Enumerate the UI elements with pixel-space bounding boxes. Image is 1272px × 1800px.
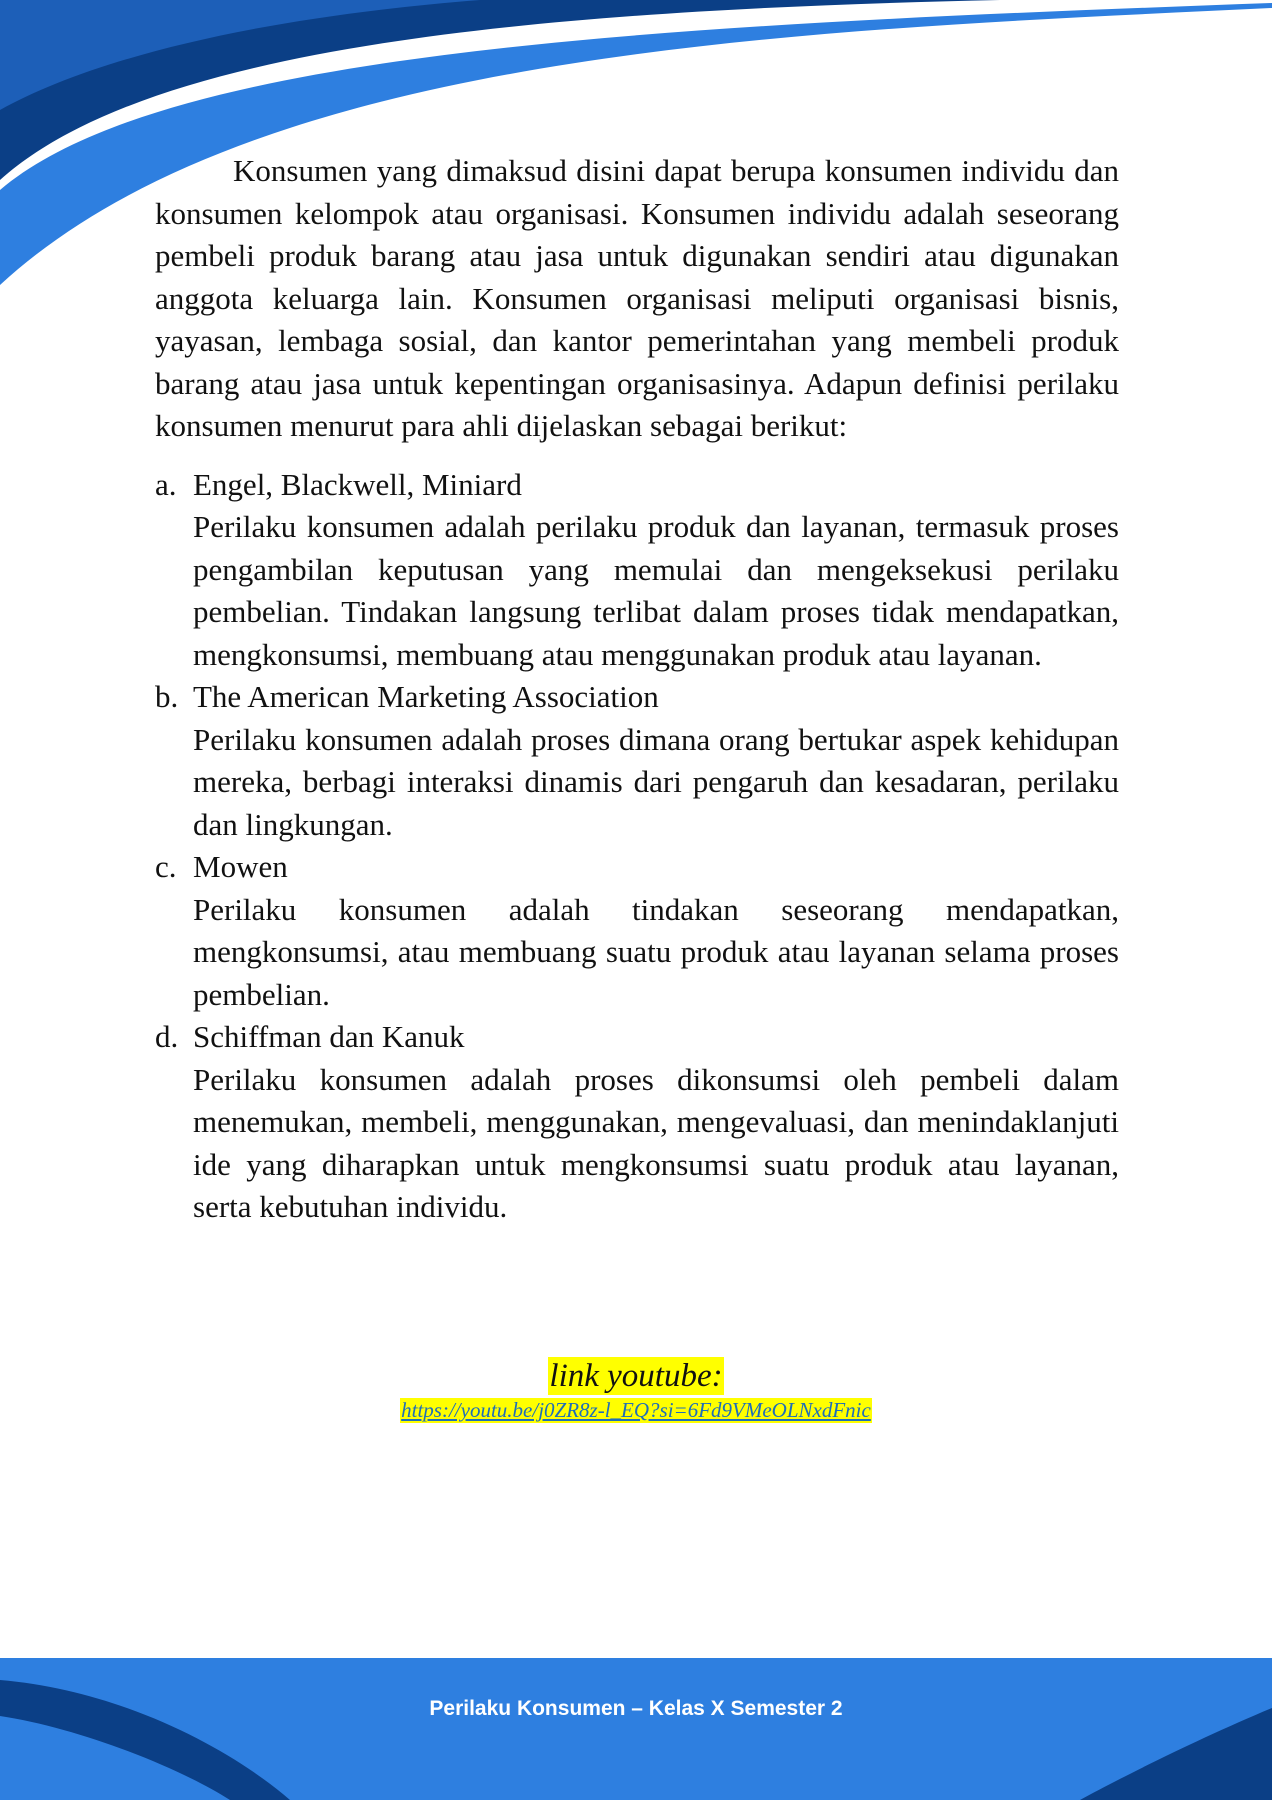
definition-item [155, 676, 1119, 846]
definition-item [155, 1016, 1119, 1229]
definition-text: Perilaku konsumen adalah proses dimana orang bertukar aspek kehidupan mereka, berbagi interaksi dinamis dari pengaruh dan kesadaran, perilaku dan lingkungan. [193, 721, 1119, 842]
youtube-link-block [0, 1357, 1272, 1423]
youtube-label: link youtube: [549, 1358, 723, 1394]
definition-marker: c. [155, 849, 177, 884]
youtube-link[interactable]: https://youtu.be/j0ZR8z-l_EQ?si=6Fd9VMeOLNxdFnic [401, 1398, 871, 1422]
definition-title: Mowen [193, 849, 288, 884]
definition-item [155, 846, 1119, 1016]
definition-text: Perilaku konsumen adalah perilaku produk dan layanan, termasuk proses pengambilan keputusan yang memulai dan mengeksekusi perilaku pembelian. Tindakan langsung terlibat dalam proses tidak mendapatkan, mengkonsumsi, membuang atau menggunakan produk atau layanan. [193, 509, 1119, 672]
definition-marker: a. [155, 466, 177, 502]
definition-title: Engel, Blackwell, Miniard [193, 466, 522, 502]
intro-paragraph: Konsumen yang dimaksud disini dapat berupa konsumen individu dan konsumen kelompok atau organisasi. Konsumen individu adalah seseorang pembeli produk barang atau jasa untuk digunakan sendiri atau digunakan anggota keluarga lain. Konsumen organisasi meliputi organisasi bisnis, yayasan, lembaga sosial, dan kantor pemerintahan yang membeli produk barang atau jasa untuk kepentingan organisasinya. Adapun definisi perilaku konsumen menurut para ahli dijelaskan sebagai berikut: [155, 153, 1119, 443]
definition-marker: d. [155, 1019, 179, 1054]
definition-title: The American Marketing Association [193, 679, 659, 714]
definition-list [155, 464, 1119, 1229]
definition-item [155, 464, 1119, 677]
definition-text: Perilaku konsumen adalah proses dikonsumsi oleh pembeli dalam menemukan, membeli, menggunakan, mengevaluasi, dan menindaklanjuti ide yang diharapkan untuk mengkonsumsi suatu produk atau layanan, serta kebutuhan individu. [193, 1061, 1119, 1224]
definition-marker: b. [155, 679, 179, 714]
footer-band [0, 1658, 1272, 1800]
main-content [155, 150, 1119, 1229]
definition-title: Schiffman dan Kanuk [193, 1019, 465, 1054]
definition-text: Perilaku konsumen adalah tindakan seseorang mendapatkan, mengkonsumsi, atau membuang suatu produk atau layanan selama proses pembelian. [193, 891, 1119, 1012]
footer-title: Perilaku Konsumen – Kelas X Semester 2 [429, 1697, 843, 1720]
